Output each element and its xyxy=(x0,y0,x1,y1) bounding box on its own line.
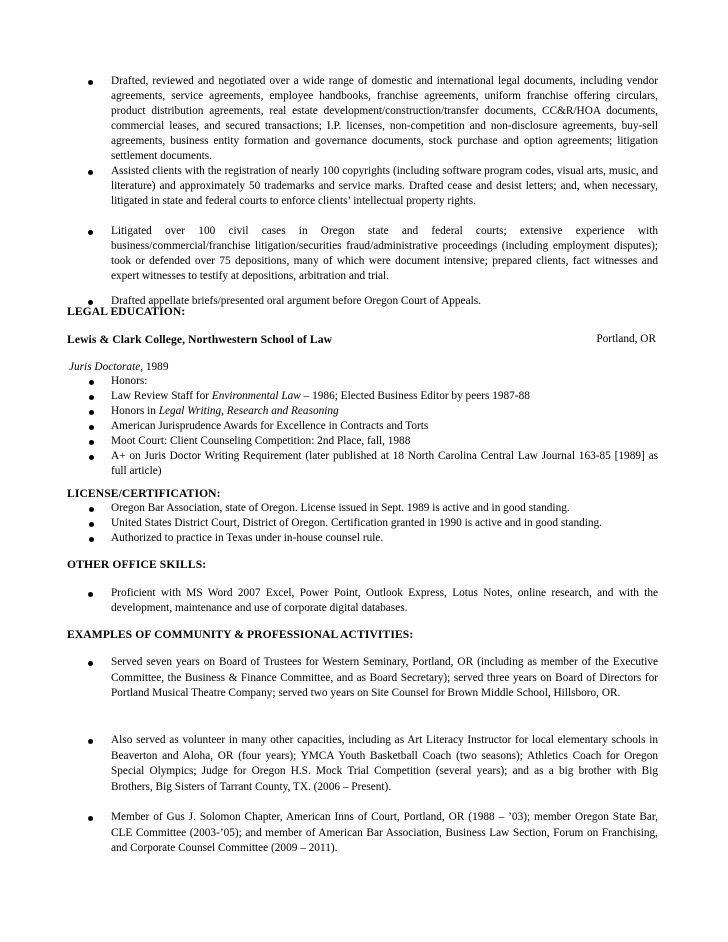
list-item: Drafted appellate briefs/presented oral argument before Oregon Court of Appeals. xyxy=(0,294,728,309)
bullet-icon xyxy=(88,80,93,85)
bullet-icon xyxy=(88,739,93,744)
school-location: Portland, OR xyxy=(596,333,656,345)
list-item: Drafted, reviewed and negotiated over a wide range of domestic and international legal documents, including vendor agreements, service agreements, employee handbooks, franchise agreements, uniform franchise offering circulars, product distribution agreements, real estate development/construction/transfer documents, CC&R/HOA documents, commercial leases, and secured transactions; I.P. licenses, non-competition and non-disclosure agreements, buy-sell agreements, business entity formation and governance documents, stock purchase and option agreements; litigation settlement documents. xyxy=(0,74,728,164)
school-name: Lewis & Clark College, Northwestern School of Law xyxy=(67,333,333,346)
education-list xyxy=(0,374,728,479)
community-list xyxy=(0,655,728,858)
list-item: Served seven years on Board of Trustees for Western Seminary, Portland, OR (including as member of the Executive Committee, the Business & Finance Committee, and as Board Secretary); served three years on Board of Directors for Portland Musical Theatre Company; served two years on Site Counsel for Brown Middle School, Hillsboro, OR. xyxy=(0,655,728,733)
bullet-icon xyxy=(88,170,93,175)
section-heading: EXAMPLES OF COMMUNITY & PROFESSIONAL ACTIVITIES: xyxy=(67,628,414,641)
list-item: American Jurisprudence Awards for Excellence in Contracts and Torts xyxy=(0,419,728,434)
list-item: United States District Court, District of Oregon. Certification granted in 1990 is active and in good standing. xyxy=(0,516,728,531)
skills-list xyxy=(0,586,728,616)
bullet-icon xyxy=(89,410,94,415)
bullet-icon xyxy=(89,395,94,400)
list-item: Oregon Bar Association, state of Oregon. License issued in Sept. 1989 is active and in good standing. xyxy=(0,501,728,516)
bullet-icon xyxy=(89,537,94,542)
bullet-icon xyxy=(88,230,93,235)
bullet-icon xyxy=(88,592,93,597)
degree-year: , 1989 xyxy=(140,361,169,373)
bullet-icon xyxy=(89,507,94,512)
bullet-icon xyxy=(89,425,94,430)
section-heading: LICENSE/CERTIFICATION: xyxy=(67,487,221,500)
bullet-icon xyxy=(89,380,94,385)
bullet-icon xyxy=(88,661,93,666)
bullet-icon xyxy=(89,440,94,445)
bullet-icon xyxy=(89,455,94,460)
list-item: Authorized to practice in Texas under in-house counsel rule. xyxy=(0,531,728,546)
list-item: Assisted clients with the registration of nearly 100 copyrights (including software program codes, visual arts, music, and literature) and approximately 50 trademarks and service marks. Drafted cease and desist letters; and, when necessary, litigated in state and federal courts to enforce clients’ intellectual property rights. xyxy=(0,164,728,224)
list-item: Member of Gus J. Solomon Chapter, American Inns of Court, Portland, OR (1988 – ’03); member Oregon State Bar, CLE Committee (2003-’05); and member of American Bar Association, Business Law Section, Forum on Franchising, and Corporate Counsel Committee (2009 – 2011). xyxy=(0,810,728,858)
bullet-icon xyxy=(88,816,93,821)
list-item: Moot Court: Client Counseling Competition: 2nd Place, fall, 1988 xyxy=(0,434,728,449)
section-heading: LEGAL EDUCATION: xyxy=(67,305,186,318)
list-item: Law Review Staff for Environmental Law – 1986; Elected Business Editor by peers 1987-88 xyxy=(0,389,728,404)
bullet-icon xyxy=(89,522,94,527)
list-item: A+ on Juris Doctor Writing Requirement (later published at 18 North Carolina Central Law Journal 163-85 [1989] as full article) xyxy=(0,449,728,479)
degree-name: Juris Doctorate xyxy=(69,361,141,373)
list-item: Honors in Legal Writing, Research and Reasoning xyxy=(0,404,728,419)
section-heading: OTHER OFFICE SKILLS: xyxy=(67,558,207,571)
experience-section xyxy=(0,74,728,309)
list-item: Proficient with MS Word 2007 Excel, Power Point, Outlook Express, Lotus Notes, online research, and with the development, maintenance and use of corporate digital databases. xyxy=(0,586,728,616)
list-item: Honors: xyxy=(0,374,728,389)
license-list xyxy=(0,501,728,546)
list-item: Also served as volunteer in many other capacities, including as Art Literacy Instructor for local elementary schools in Beaverton and Aloha, OR (four years); YMCA Youth Basketball Coach (two seasons); Athletics Coach for Oregon Special Olympics; Judge for Oregon H.S. Mock Trial Competition (several years); and as a big brother with Big Brothers, Big Sisters of Tarrant County, TX. (2006 – Present). xyxy=(0,733,728,810)
list-item: Litigated over 100 civil cases in Oregon state and federal courts; extensive experience with business/commercial/franchise litigation/securities fraud/administrative proceedings (including employment disputes); took or defended over 75 depositions, many of which were document intensive; prepared clients, fact witnesses and expert witnesses to testify at depositions, arbitration and trial. xyxy=(0,224,728,294)
